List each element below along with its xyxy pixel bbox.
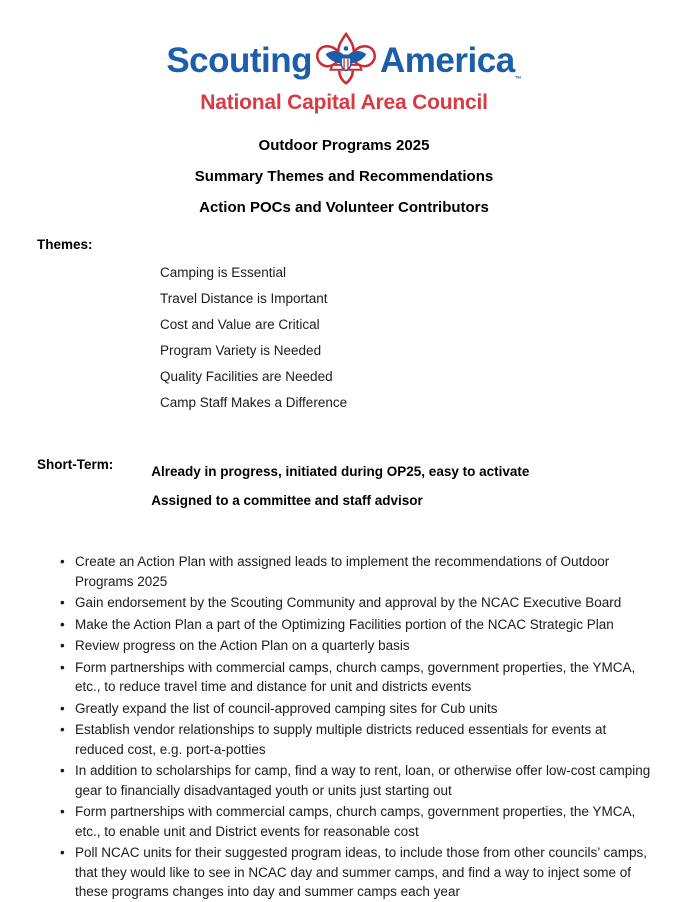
recommendations-list (59, 552, 658, 902)
recommendation-item: • Establish vendor relationships to supply multiple districts reduced essentials for events at reduced cost, e.g. port-a-potties (59, 720, 658, 759)
document-title: Outdoor Programs 2025 (258, 137, 430, 154)
short-term-line: Assigned to a committee and staff advisor (151, 493, 423, 508)
recommendation-item: • Form partnerships with commercial camps, church camps, government properties, the YMCA, etc., to reduce travel time and distance for unit and districts events (59, 658, 658, 697)
theme-item: Quality Facilities are Needed (160, 369, 333, 384)
recommendation-item: • Create an Action Plan with assigned leads to implement the recommendations of Outdoor Programs 2025 (59, 552, 658, 591)
themes-label: Themes: (37, 237, 93, 252)
short-term-label: Short-Term: (37, 457, 114, 472)
council-name: National Capital Area Council (200, 91, 488, 114)
logo-word-scouting: Scouting (166, 41, 313, 80)
recommendation-item: • In addition to scholarships for camp, find a way to rent, loan, or otherwise offer low-cost camping gear to financially disadvantaged youth or units just starting out (59, 761, 658, 800)
theme-item: Travel Distance is Important (160, 291, 328, 306)
recommendation-item: • Gain endorsement by the Scouting Community and approval by the NCAC Executive Board (59, 593, 658, 613)
theme-item: Camp Staff Makes a Difference (160, 395, 348, 410)
short-term-lines (151, 457, 529, 515)
logo-word-america: America (380, 41, 515, 80)
recommendation-item: • Greatly expand the list of council-approved camping sites for Cub units (59, 699, 658, 719)
theme-item: Camping is Essential (160, 265, 287, 280)
trademark-symbol: ™ (514, 76, 522, 83)
themes-list (0, 260, 688, 416)
document-subtitle-2: Action POCs and Volunteer Contributors (199, 199, 489, 216)
recommendation-item: • Form partnerships with commercial camps, church camps, government properties, the YMCA, etc., to enable unit and District events for reasonable cost (59, 802, 658, 841)
recommendation-item: • Poll NCAC units for their suggested program ideas, to include those from other councils’ camps, that they would like to see in NCAC day and summer camps, and find a way to inject some of these programs changes into day and summer camps each year (59, 843, 658, 902)
scouting-america-logo (0, 0, 688, 88)
document-subtitle-1: Summary Themes and Recommendations (194, 168, 494, 185)
recommendation-item: • Make the Action Plan a part of the Optimizing Facilities portion of the NCAC Strategic Plan (59, 615, 658, 635)
short-term-section (0, 457, 688, 515)
theme-item: Program Variety is Needed (160, 343, 322, 358)
fleur-de-lis-emblem-icon (314, 33, 378, 96)
recommendation-item: • Review progress on the Action Plan on a quarterly basis (59, 636, 658, 656)
short-term-line: Already in progress, initiated during OP25, easy to activate (151, 464, 530, 479)
theme-item: Cost and Value are Critical (160, 317, 320, 332)
